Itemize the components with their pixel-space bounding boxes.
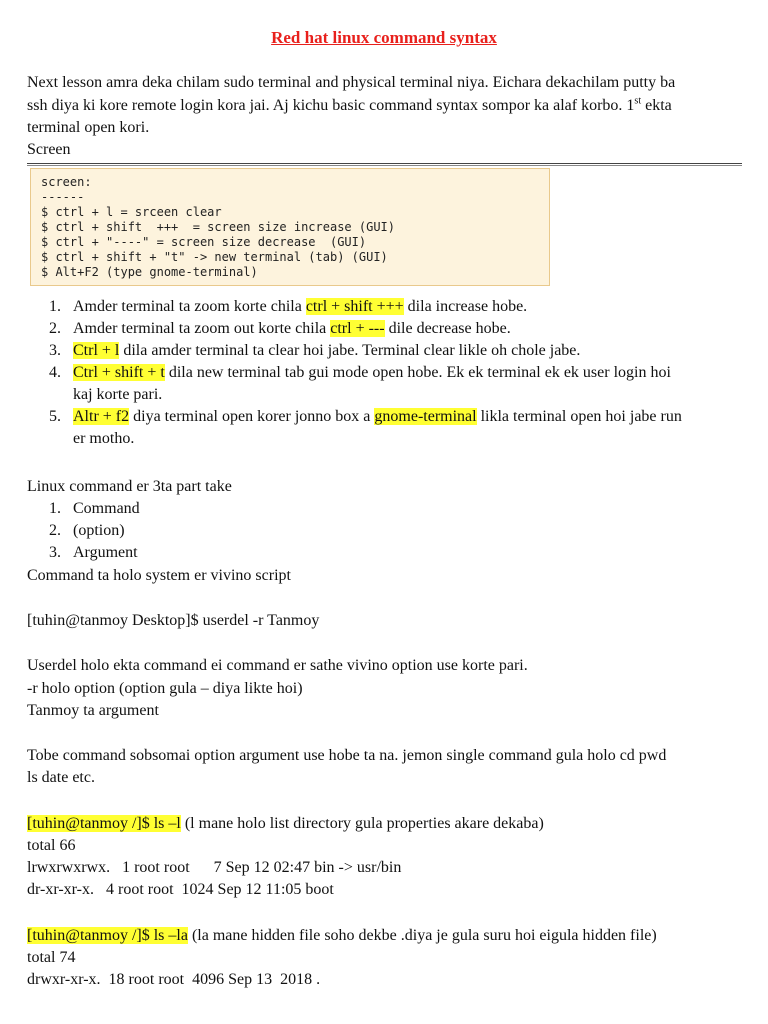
list-text: Amder terminal ta zoom korte chila xyxy=(73,298,306,315)
code-line: ------ xyxy=(41,190,85,204)
highlighted-command: [tuhin@tanmoy /]$ ls –la xyxy=(27,927,188,944)
output-line: total 74 xyxy=(27,949,76,966)
explain-line: Tanmoy ta argument xyxy=(27,702,159,719)
code-line: $ ctrl + "----" = screen size decrease (GUI) xyxy=(41,235,367,249)
highlighted-shortcut: Ctrl + l xyxy=(73,342,120,359)
list-number: 4. xyxy=(49,364,61,381)
highlighted-shortcut: Altr + f2 xyxy=(73,408,130,425)
highlighted-command: [tuhin@tanmoy /]$ ls –l xyxy=(27,815,181,832)
command-description: Command ta holo system er vivino script xyxy=(27,567,291,584)
intro-line-4: Screen xyxy=(27,141,71,158)
list-text: Argument xyxy=(73,544,138,561)
list-number: 3. xyxy=(49,342,61,359)
command-note: (la mane hidden file soho dekbe .diya je gula suru hoi eigula hidden file) xyxy=(187,927,657,944)
highlighted-shortcut: ctrl + --- xyxy=(330,320,385,337)
command-note: (l mane holo list directory gula properties akare dekaba) xyxy=(180,815,544,832)
highlighted-shortcut: ctrl + shift +++ xyxy=(305,298,404,315)
code-line: screen: xyxy=(41,175,92,189)
intro-line-2-text: ssh diya ki kore remote login kora jai. Aj kichu basic command syntax sompor ka alaf korbo. 1 xyxy=(27,97,635,114)
list-text: dile decrease hobe. xyxy=(384,320,511,337)
ls-l-command xyxy=(27,813,747,835)
highlighted-command: gnome-terminal xyxy=(374,408,477,425)
list-number: 5. xyxy=(49,408,61,425)
note-line: Tobe command sobsomai option argument use hobe ta na. jemon single command gula holo cd pwd xyxy=(27,747,667,764)
list-item xyxy=(27,520,747,542)
page-title: Red hat linux command syntax xyxy=(271,28,497,47)
code-line: $ Alt+F2 (type gnome-terminal) xyxy=(41,265,258,279)
list-number: 2. xyxy=(49,522,61,539)
highlighted-shortcut: Ctrl + shift + t xyxy=(73,364,165,381)
output-line: lrwxrwxrwx. 1 root root 7 Sep 12 02:47 bin -> usr/bin xyxy=(27,859,402,876)
intro-line-3: terminal open kori. xyxy=(27,119,150,136)
code-line: $ ctrl + shift +++ = screen size increase (GUI) xyxy=(41,220,396,234)
list-text-continued: kaj korte pari. xyxy=(73,386,163,403)
list-text: diya terminal open korer jonno box a xyxy=(129,408,375,425)
parts-list xyxy=(27,498,747,564)
list-item xyxy=(27,340,747,362)
list-number: 2. xyxy=(49,320,61,337)
list-item xyxy=(27,542,747,564)
explain-line: -r holo option (option gula – diya likte hoi) xyxy=(27,680,303,697)
terminal-code-screenshot xyxy=(30,168,550,286)
output-line: drwxr-xr-x. 18 root root 4096 Sep 13 2018 . xyxy=(27,971,321,988)
list-text: dila new terminal tab gui mode open hobe. Ek ek terminal ek ek user login hoi xyxy=(164,364,671,381)
list-item xyxy=(27,318,747,340)
intro-line-2 xyxy=(27,95,747,117)
list-number: 3. xyxy=(49,544,61,561)
list-number: 1. xyxy=(49,298,61,315)
list-text: dila amder terminal ta clear hoi jabe. Terminal clear likle oh chole jabe. xyxy=(119,342,581,359)
list-item xyxy=(27,296,747,318)
intro-line-2-end: ekta xyxy=(641,97,672,114)
output-line: total 66 xyxy=(27,837,76,854)
shortcut-list xyxy=(27,296,747,450)
explain-line: Userdel holo ekta command ei command er sathe vivino option use korte pari. xyxy=(27,657,528,674)
list-item xyxy=(27,406,747,450)
example-command: [tuhin@tanmoy Desktop]$ userdel -r Tanmoy xyxy=(27,612,320,629)
list-text: dila increase hobe. xyxy=(403,298,528,315)
list-item xyxy=(27,362,747,406)
parts-intro: Linux command er 3ta part take xyxy=(27,478,232,495)
code-line: $ ctrl + l = srceen clear xyxy=(41,205,222,219)
list-item xyxy=(27,498,747,520)
list-text: Amder terminal ta zoom out korte chila xyxy=(73,320,331,337)
list-number: 1. xyxy=(49,500,61,517)
code-line: $ ctrl + shift + "t" -> new terminal (tab) (GUI) xyxy=(41,250,388,264)
list-text: likla terminal open hoi jabe run xyxy=(476,408,682,425)
output-line: dr-xr-xr-x. 4 root root 1024 Sep 12 11:05 boot xyxy=(27,881,334,898)
list-text: (option) xyxy=(73,522,125,539)
superscript: st xyxy=(634,95,642,107)
divider-line xyxy=(27,163,742,166)
note-line: ls date etc. xyxy=(27,769,95,786)
list-text-continued: er motho. xyxy=(73,430,135,447)
list-text: Command xyxy=(73,500,140,517)
ls-la-command xyxy=(27,925,747,947)
intro-line-1: Next lesson amra deka chilam sudo terminal and physical terminal niya. Eichara dekachilam putty ba xyxy=(27,74,676,91)
